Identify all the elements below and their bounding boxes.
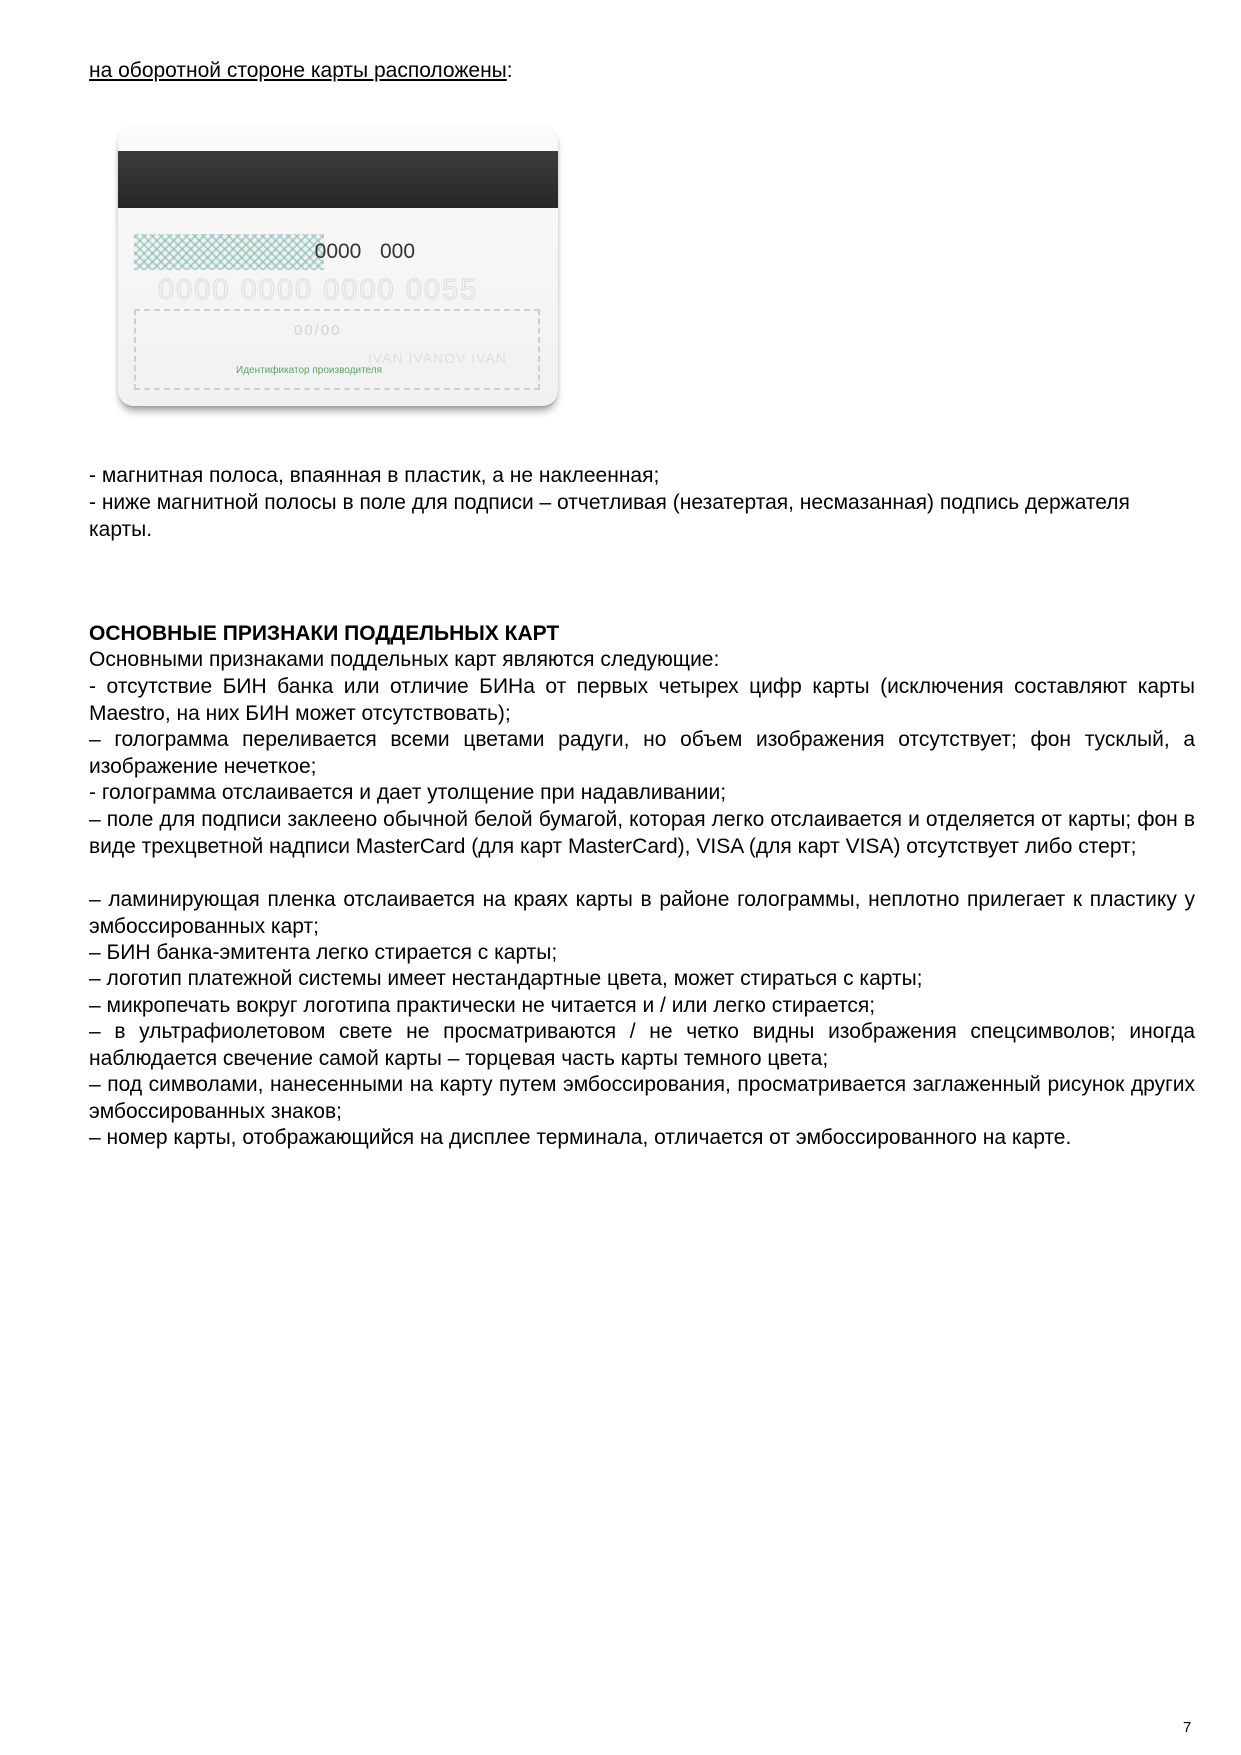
page-number: 7 [1183, 1719, 1192, 1736]
list-item: – БИН банка-эмитента легко стирается с карты; [89, 941, 558, 964]
list-item: – ламинирующая пленка отслаивается на краях карты в районе голограммы, неплотно прилегает к пластику у эмбоссированных карт; [89, 888, 1195, 938]
section-heading: ОСНОВНЫЕ ПРИЗНАКИ ПОДДЕЛЬНЫХ КАРТ [89, 622, 560, 645]
magnetic-stripe [118, 151, 558, 208]
intro-line [89, 58, 513, 84]
list-item: – микропечать вокруг логотипа практически не читается и / или легко стирается; [89, 994, 876, 1017]
manufacturer-id-label: Идентификатор производителя [236, 365, 383, 376]
signature-panel-pattern [134, 234, 324, 270]
embossed-date: 00/00 [294, 322, 342, 339]
list-item: - отсутствие БИН банка или отличие БИНа от первых четырех цифр карты (исключения составляют карты Maestro, на них БИН может отсутствовать); [89, 675, 1195, 725]
embossed-name: IVAN IVANOV IVAN [368, 350, 507, 366]
card-back-illustration [110, 120, 570, 425]
list-item: - голограмма отслаивается и дает утолщение при надавливании; [89, 781, 727, 804]
list-item: – в ультрафиолетовом свете не просматриваются / не четко видны изображения спецсимволов; иногда наблюдается свечение самой карты – торцевая часть карты темного цвета; [89, 1020, 1195, 1070]
embossed-card-number: 0000 0000 0000 0055 [158, 274, 479, 306]
card-code-main: 0000 [314, 240, 362, 263]
list-item: – под символами, нанесенными на карту путем эмбоссирования, просматривается заглаженный рисунок других эмбоссированных знаков; [89, 1073, 1195, 1123]
bank-card-back [118, 126, 558, 406]
intro-colon: : [506, 59, 513, 82]
back-bullet-2: - ниже магнитной полосы в поле для подписи – отчетливая (незатертая, несмазанная) подпись держателя карты. [89, 491, 1130, 541]
list-item: – поле для подписи заклеено обычной белой бумагой, которая легко отслаивается и отделяется от карты; фон в виде трехцветной надписи MasterCard (для карт MasterCard), VISA (для карт VISA) отсутствует либо стерт; [89, 808, 1195, 858]
intro-underlined-text: на оборотной стороне карты расположены [89, 59, 507, 82]
list-item: – голограмма переливается всеми цветами радуги, но объем изображения отсутствует; фон тусклый, а изображение нечеткое; [89, 728, 1195, 778]
section-lead: Основными признаками поддельных карт являются следующие: [89, 648, 720, 671]
back-bullet-1: - магнитная полоса, впаянная в пластик, а не наклеенная; [89, 464, 660, 487]
list-item: – номер карты, отображающийся на дисплее терминала, отличается от эмбоссированного на карте. [89, 1126, 1072, 1149]
card-code-cvv: 000 [380, 240, 416, 263]
list-item: – логотип платежной системы имеет нестандартные цвета, может стираться с карты; [89, 967, 923, 990]
